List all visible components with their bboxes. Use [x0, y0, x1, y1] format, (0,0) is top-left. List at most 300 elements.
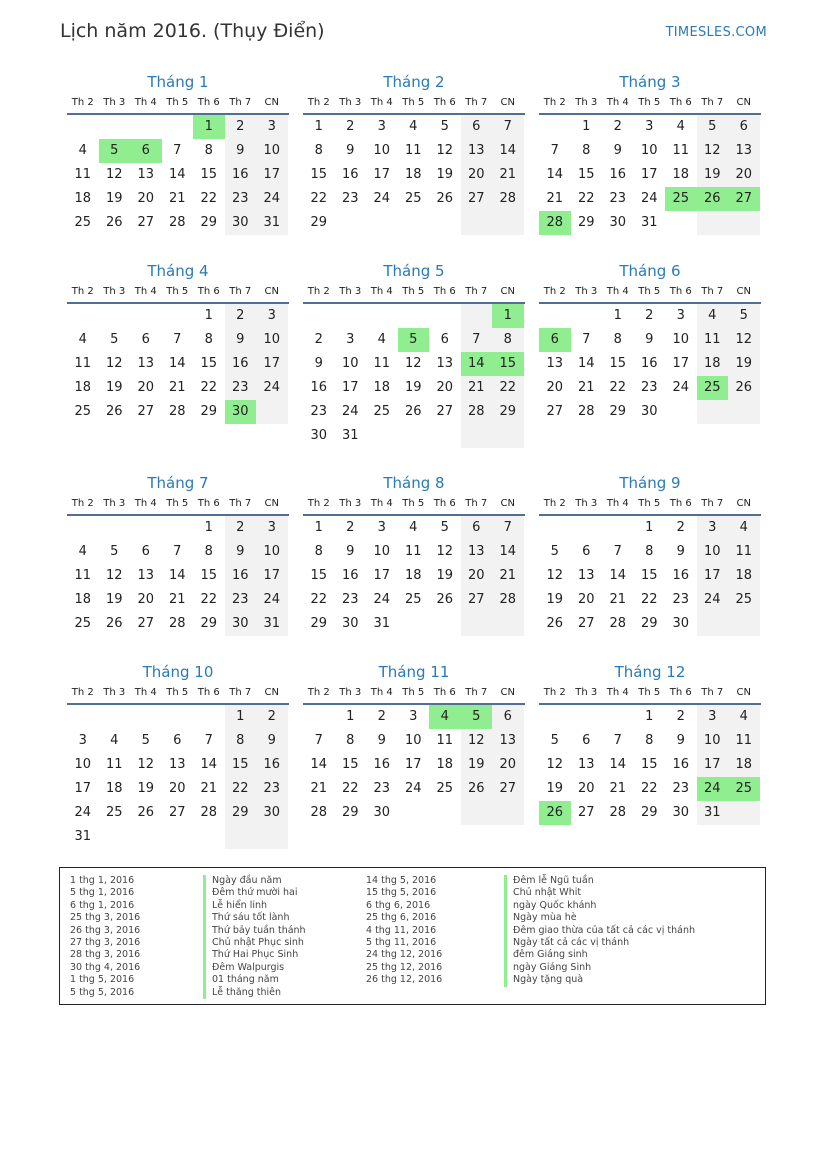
- empty-day-cell: [492, 211, 524, 235]
- day-cell: 19: [697, 163, 729, 187]
- day-cell: 9: [256, 729, 288, 753]
- day-cell: 8: [204, 143, 213, 158]
- holiday-day-cell: 24: [697, 777, 729, 801]
- day-cell: 28: [168, 215, 186, 230]
- day-cell: 30: [672, 616, 690, 631]
- day-cell: 10: [373, 143, 391, 158]
- day-cell: 31: [256, 612, 288, 636]
- day-cell: 11: [74, 568, 92, 583]
- day-cell: 15: [577, 167, 595, 182]
- day-cell: 23: [341, 592, 359, 607]
- week-row: [303, 211, 525, 235]
- legend-holiday-name: Ngày mùa hè: [504, 912, 695, 924]
- month-name: Tháng 12: [614, 663, 686, 681]
- day-cell: 19: [105, 380, 123, 395]
- day-cell: 2: [256, 705, 288, 729]
- legend-date: 26 thg 12, 2016: [366, 974, 443, 986]
- weekday-label: Th 5: [402, 97, 425, 108]
- day-cell: 2: [346, 119, 355, 134]
- week-row: [539, 400, 761, 424]
- week-row: [67, 729, 289, 753]
- weekday-header: [539, 683, 761, 705]
- legend-holiday-name: đêm Giáng sinh: [504, 949, 695, 961]
- day-cell: 17: [404, 757, 422, 772]
- empty-day-cell: [99, 825, 131, 849]
- month-block: [303, 472, 525, 636]
- month-name: Tháng 11: [378, 663, 450, 681]
- day-cell: 19: [436, 167, 454, 182]
- day-cell: 15: [310, 167, 328, 182]
- day-cell: 8: [645, 733, 654, 748]
- day-cell: 27: [546, 404, 564, 419]
- weekday-label: Th 3: [339, 97, 362, 108]
- day-cell: 16: [609, 167, 627, 182]
- day-cell: 9: [676, 733, 685, 748]
- day-cell: 13: [577, 568, 595, 583]
- day-cell: 11: [404, 143, 422, 158]
- day-cell: 1: [645, 520, 654, 535]
- empty-day-cell: [99, 115, 131, 139]
- day-cell: 13: [728, 139, 760, 163]
- weekday-label: Th 4: [134, 687, 157, 698]
- month-block: [303, 661, 525, 825]
- day-cell: 30: [225, 211, 257, 235]
- month-block: [539, 71, 761, 235]
- empty-day-cell: [429, 612, 461, 636]
- day-cell: 2: [346, 520, 355, 535]
- day-cell: 5: [141, 733, 150, 748]
- day-cell: 7: [550, 143, 559, 158]
- day-cell: 29: [341, 805, 359, 820]
- legend-names-col-2: [504, 875, 695, 987]
- day-cell: 13: [137, 167, 155, 182]
- weekday-header: [303, 494, 525, 516]
- day-cell: 20: [728, 163, 760, 187]
- day-cell: 13: [546, 356, 564, 371]
- day-cell: 14: [609, 757, 627, 772]
- weekday-label: Th 4: [606, 97, 629, 108]
- month-block: [67, 661, 289, 849]
- day-cell: 13: [137, 568, 155, 583]
- day-cell: 20: [577, 592, 595, 607]
- day-cell: 7: [492, 516, 524, 540]
- day-cell: 6: [173, 733, 182, 748]
- empty-day-cell: [398, 612, 430, 636]
- day-cell: 30: [225, 612, 257, 636]
- site-link[interactable]: TIMESLES.COM: [665, 25, 767, 40]
- day-cell: 25: [105, 805, 123, 820]
- day-cell: 14: [200, 757, 218, 772]
- day-cell: 31: [640, 215, 658, 230]
- weekday-label: Th 7: [701, 286, 724, 297]
- day-cell: 10: [672, 332, 690, 347]
- weekday-label: Th 5: [166, 97, 189, 108]
- week-row: [539, 540, 761, 564]
- empty-day-cell: [728, 400, 760, 424]
- day-cell: 7: [173, 332, 182, 347]
- legend-date: 27 thg 3, 2016: [70, 936, 141, 948]
- empty-day-cell: [193, 705, 225, 729]
- holiday-day-cell: 26: [539, 801, 571, 825]
- legend-holiday-name: Chủ nhật Phục sinh: [203, 937, 306, 949]
- weekday-label: Th 7: [701, 687, 724, 698]
- weekday-label: Th 6: [433, 97, 456, 108]
- day-cell: 12: [697, 139, 729, 163]
- week-row: [539, 777, 761, 801]
- month-name: Tháng 2: [383, 73, 445, 91]
- weekday-label: Th 3: [339, 498, 362, 509]
- day-cell: 2: [676, 520, 685, 535]
- day-cell: 16: [373, 757, 391, 772]
- day-cell: 1: [225, 705, 257, 729]
- empty-day-cell: [728, 211, 760, 235]
- day-cell: 8: [492, 328, 524, 352]
- day-cell: 18: [697, 352, 729, 376]
- empty-day-cell: [99, 705, 131, 729]
- day-cell: 22: [640, 592, 658, 607]
- weekday-label: Th 3: [103, 97, 126, 108]
- day-cell: 21: [492, 564, 524, 588]
- month-block: [67, 472, 289, 636]
- day-cell: 18: [404, 568, 422, 583]
- holiday-day-cell: 30: [225, 400, 257, 424]
- day-cell: 28: [200, 805, 218, 820]
- day-cell: 21: [310, 781, 328, 796]
- week-row: [303, 163, 525, 187]
- day-cell: 21: [168, 191, 186, 206]
- weekday-label: Th 4: [370, 97, 393, 108]
- day-cell: 9: [346, 143, 355, 158]
- weekday-label: Th 3: [103, 687, 126, 698]
- day-cell: 1: [645, 709, 654, 724]
- day-cell: 19: [105, 592, 123, 607]
- legend-holiday-name: ngày Quốc khánh: [504, 900, 695, 912]
- day-cell: 28: [168, 404, 186, 419]
- week-row: [67, 400, 289, 424]
- day-cell: 11: [728, 540, 760, 564]
- empty-day-cell: [225, 825, 257, 849]
- day-cell: 28: [461, 400, 493, 424]
- day-cell: 19: [404, 380, 422, 395]
- holiday-legend: [59, 867, 766, 1005]
- day-cell: 16: [672, 757, 690, 772]
- day-cell: 14: [577, 356, 595, 371]
- week-row: [67, 588, 289, 612]
- empty-day-cell: [162, 115, 194, 139]
- empty-day-cell: [697, 400, 729, 424]
- holiday-day-cell: 6: [539, 328, 571, 352]
- day-cell: 12: [105, 167, 123, 182]
- day-cell: 7: [582, 332, 591, 347]
- holiday-day-cell: 25: [665, 187, 697, 211]
- empty-day-cell: [492, 424, 524, 448]
- day-cell: 24: [697, 588, 729, 612]
- empty-day-cell: [539, 304, 571, 328]
- weekday-header: [67, 93, 289, 115]
- empty-day-cell: [461, 211, 493, 235]
- day-cell: 19: [461, 753, 493, 777]
- day-cell: 13: [492, 729, 524, 753]
- day-cell: 26: [137, 805, 155, 820]
- legend-holiday-name: Thứ Hai Phục Sinh: [203, 949, 306, 961]
- holiday-day-cell: 26: [697, 187, 729, 211]
- day-cell: 13: [168, 757, 186, 772]
- day-cell: 22: [577, 191, 595, 206]
- week-row: [303, 376, 525, 400]
- empty-day-cell: [256, 400, 288, 424]
- day-cell: 14: [168, 568, 186, 583]
- day-cell: 24: [256, 376, 288, 400]
- day-cell: 10: [256, 540, 288, 564]
- week-row: [539, 352, 761, 376]
- legend-date: 25 thg 3, 2016: [70, 912, 141, 924]
- day-cell: 27: [461, 187, 493, 211]
- day-cell: 13: [137, 356, 155, 371]
- empty-day-cell: [429, 304, 461, 328]
- day-cell: 21: [577, 380, 595, 395]
- empty-day-cell: [130, 115, 162, 139]
- legend-date: 25 thg 12, 2016: [366, 961, 443, 973]
- week-row: [539, 304, 761, 328]
- weekday-label: Th 2: [71, 687, 94, 698]
- day-cell: 4: [78, 544, 87, 559]
- weekday-label: Th 6: [669, 498, 692, 509]
- day-cell: 3: [256, 115, 288, 139]
- week-row: [67, 564, 289, 588]
- day-cell: 4: [728, 516, 760, 540]
- empty-day-cell: [728, 612, 760, 636]
- day-cell: 17: [697, 753, 729, 777]
- weekday-label: Th 7: [229, 498, 252, 509]
- empty-day-cell: [461, 304, 493, 328]
- day-cell: 12: [137, 757, 155, 772]
- weekday-label: Th 4: [370, 687, 393, 698]
- empty-day-cell: [697, 612, 729, 636]
- legend-holiday-name: Thứ bảy tuần thánh: [203, 925, 306, 937]
- day-cell: 12: [105, 568, 123, 583]
- day-cell: 18: [728, 564, 760, 588]
- day-cell: 29: [640, 616, 658, 631]
- day-cell: 22: [200, 380, 218, 395]
- day-cell: 4: [110, 733, 119, 748]
- empty-day-cell: [67, 705, 99, 729]
- day-cell: 29: [310, 215, 328, 230]
- day-cell: 7: [204, 733, 213, 748]
- empty-day-cell: [492, 612, 524, 636]
- day-cell: 27: [577, 805, 595, 820]
- legend-holiday-name: Ngày tặng quà: [504, 974, 695, 986]
- day-cell: 23: [672, 592, 690, 607]
- week-row: [67, 328, 289, 352]
- day-cell: 27: [137, 616, 155, 631]
- weekday-label: Th 4: [134, 498, 157, 509]
- weekday-label: Th 7: [701, 97, 724, 108]
- empty-day-cell: [335, 304, 367, 328]
- legend-dates-col-2: [366, 875, 442, 987]
- weekday-label: Th 2: [71, 97, 94, 108]
- day-cell: 27: [168, 805, 186, 820]
- weekday-label: CN: [264, 286, 279, 297]
- holiday-day-cell: 5: [99, 139, 131, 163]
- empty-day-cell: [461, 801, 493, 825]
- day-cell: 1: [314, 520, 323, 535]
- day-cell: 4: [697, 304, 729, 328]
- empty-day-cell: [539, 516, 571, 540]
- day-cell: 6: [141, 544, 150, 559]
- day-cell: 22: [200, 592, 218, 607]
- day-cell: 12: [436, 544, 454, 559]
- day-cell: 28: [310, 805, 328, 820]
- day-cell: 16: [225, 163, 257, 187]
- weekday-label: CN: [736, 286, 751, 297]
- day-cell: 8: [204, 544, 213, 559]
- weekday-label: Th 2: [543, 687, 566, 698]
- day-cell: 5: [697, 115, 729, 139]
- day-cell: 27: [137, 404, 155, 419]
- day-cell: 20: [492, 753, 524, 777]
- week-row: [539, 705, 761, 729]
- weekday-label: Th 3: [575, 286, 598, 297]
- weekday-label: Th 5: [166, 286, 189, 297]
- month-name: Tháng 4: [147, 262, 209, 280]
- legend-holiday-name: Ngày tất cả các vị thánh: [504, 937, 695, 949]
- weekday-label: Th 2: [543, 97, 566, 108]
- weekday-label: Th 7: [465, 687, 488, 698]
- day-cell: 30: [310, 428, 328, 443]
- day-cell: 20: [137, 191, 155, 206]
- weekday-label: Th 5: [402, 286, 425, 297]
- day-cell: 1: [346, 709, 355, 724]
- month-name: Tháng 1: [147, 73, 209, 91]
- day-cell: 31: [256, 211, 288, 235]
- day-cell: 26: [436, 592, 454, 607]
- weekday-label: Th 6: [197, 97, 220, 108]
- day-cell: 31: [341, 428, 359, 443]
- month-block: [539, 661, 761, 825]
- legend-date: 1 thg 5, 2016: [70, 974, 135, 986]
- day-cell: 9: [676, 544, 685, 559]
- day-cell: 23: [225, 187, 257, 211]
- day-cell: 19: [436, 568, 454, 583]
- day-cell: 13: [436, 356, 454, 371]
- day-cell: 21: [461, 376, 493, 400]
- day-cell: 10: [256, 139, 288, 163]
- empty-day-cell: [366, 211, 398, 235]
- day-cell: 10: [341, 356, 359, 371]
- holiday-day-cell: 5: [398, 328, 430, 352]
- day-cell: 10: [640, 143, 658, 158]
- empty-day-cell: [67, 115, 99, 139]
- weekday-label: Th 4: [606, 286, 629, 297]
- weekday-label: Th 3: [103, 498, 126, 509]
- weekday-label: CN: [500, 687, 515, 698]
- month-name: Tháng 3: [619, 73, 681, 91]
- empty-day-cell: [130, 516, 162, 540]
- day-cell: 17: [373, 568, 391, 583]
- weekday-label: Th 5: [402, 498, 425, 509]
- day-cell: 24: [256, 588, 288, 612]
- empty-day-cell: [398, 424, 430, 448]
- weekday-label: Th 5: [638, 498, 661, 509]
- day-cell: 28: [492, 187, 524, 211]
- legend-date: 30 thg 4, 2016: [70, 961, 141, 973]
- weekday-header: [67, 683, 289, 705]
- legend-date: 24 thg 12, 2016: [366, 949, 443, 961]
- day-cell: 6: [582, 733, 591, 748]
- legend-date: 14 thg 5, 2016: [366, 875, 437, 886]
- empty-day-cell: [162, 304, 194, 328]
- week-row: [67, 777, 289, 801]
- day-cell: 12: [105, 356, 123, 371]
- day-cell: 12: [404, 356, 422, 371]
- weekday-label: Th 5: [638, 286, 661, 297]
- day-cell: 5: [440, 520, 449, 535]
- weekday-header: [539, 93, 761, 115]
- day-cell: 11: [672, 143, 690, 158]
- day-cell: 3: [256, 304, 288, 328]
- day-cell: 11: [697, 328, 729, 352]
- day-cell: 12: [546, 757, 564, 772]
- legend-date: 4 thg 11, 2016: [366, 924, 437, 936]
- legend-holiday-name: ngày Giáng Sinh: [504, 962, 695, 974]
- weekday-label: CN: [264, 687, 279, 698]
- day-cell: 24: [373, 191, 391, 206]
- month-block: [67, 71, 289, 235]
- day-cell: 2: [225, 115, 257, 139]
- empty-day-cell: [162, 705, 194, 729]
- day-cell: 10: [74, 757, 92, 772]
- week-row: [303, 777, 525, 801]
- week-row: [539, 139, 761, 163]
- weekday-label: Th 5: [166, 498, 189, 509]
- holiday-day-cell: 25: [697, 376, 729, 400]
- day-cell: 27: [461, 588, 493, 612]
- day-cell: 14: [492, 540, 524, 564]
- day-cell: 29: [225, 801, 257, 825]
- week-row: [67, 187, 289, 211]
- legend-date: 6 thg 1, 2016: [70, 899, 135, 911]
- day-cell: 18: [728, 753, 760, 777]
- weekday-label: Th 6: [669, 687, 692, 698]
- holiday-day-cell: 4: [429, 705, 461, 729]
- week-row: [67, 163, 289, 187]
- weekday-label: Th 5: [166, 687, 189, 698]
- weekday-label: Th 6: [197, 687, 220, 698]
- day-cell: 29: [310, 616, 328, 631]
- day-cell: 23: [225, 588, 257, 612]
- holiday-day-cell: 27: [728, 187, 760, 211]
- day-cell: 16: [256, 753, 288, 777]
- weekday-label: Th 6: [197, 498, 220, 509]
- day-cell: 7: [173, 143, 182, 158]
- day-cell: 11: [74, 356, 92, 371]
- day-cell: 5: [550, 733, 559, 748]
- day-cell: 5: [550, 544, 559, 559]
- day-cell: 9: [314, 356, 323, 371]
- week-row: [67, 139, 289, 163]
- weekday-label: Th 6: [433, 498, 456, 509]
- day-cell: 25: [436, 781, 454, 796]
- day-cell: 2: [645, 308, 654, 323]
- weekday-label: Th 3: [339, 286, 362, 297]
- week-row: [303, 588, 525, 612]
- day-cell: 20: [168, 781, 186, 796]
- empty-day-cell: [539, 115, 571, 139]
- day-cell: 7: [461, 328, 493, 352]
- day-cell: 7: [613, 733, 622, 748]
- empty-day-cell: [193, 825, 225, 849]
- day-cell: 26: [105, 215, 123, 230]
